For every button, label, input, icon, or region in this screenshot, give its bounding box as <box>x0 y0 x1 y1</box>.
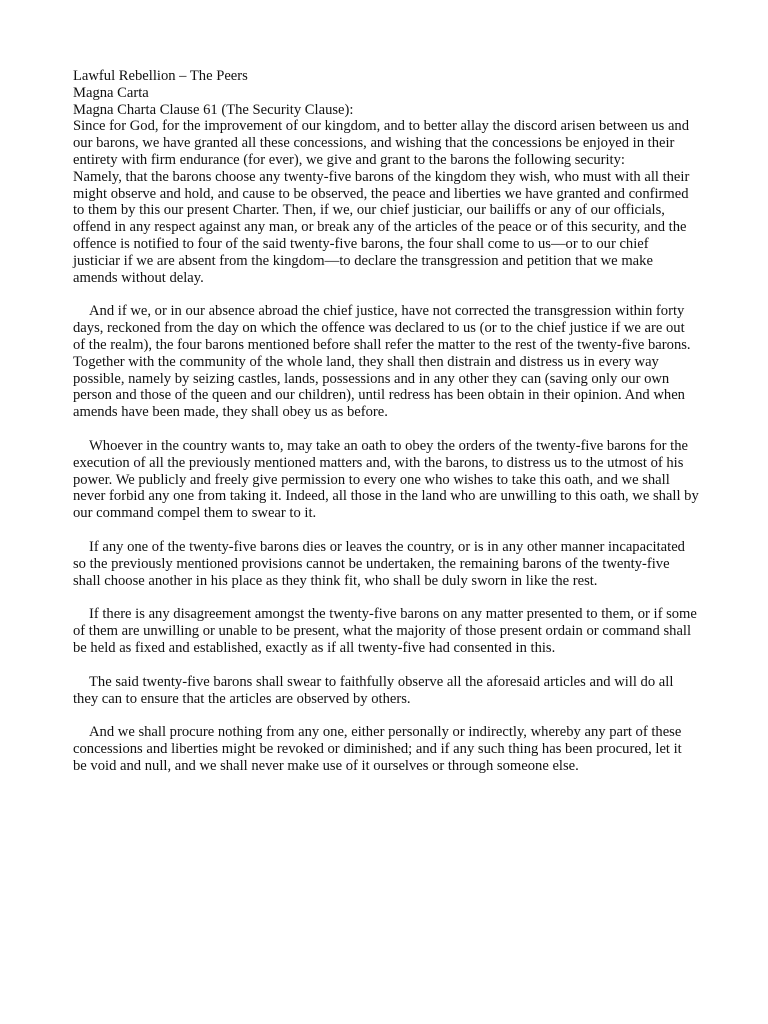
paragraph-majority: If there is any disagreement amongst the twenty-five barons on any matter presented to them, or if some of them are unwilling or unable to be present, what the majority of those present ordain or command shall be held as fixed and established, exactly as if all twenty-five had consented in this. <box>73 606 697 656</box>
paragraph-swear: The said twenty-five barons shall swear to faithfully observe all the aforesaid articles and will do all they can to ensure that the articles are observed by others. <box>73 673 674 707</box>
document-page <box>73 68 699 792</box>
document-subtitle: Magna Carta <box>73 84 149 101</box>
paragraph-namely: Namely, that the barons choose any twenty-five barons of the kingdom they wish, who must with all their might observe and hold, and cause to be observed, the peace and liberties we have granted and confirmed to them by this our present Charter. Then, if we, our chief justiciar, our bailiffs or any of our officials, offend in any respect against any man, or break any of the articles of the peace or of this security, and the offence is notified to four of the said twenty-five barons, the four shall come to us—or to our chief justiciar if we are absent from the kingdom—to declare the transgression and petition that we make amends without delay. <box>73 168 690 286</box>
document-title: Lawful Rebellion – The Peers <box>73 68 248 84</box>
paragraph-oath: Whoever in the country wants to, may take an oath to obey the orders of the twenty-five barons for the execution of all the previously mentioned matters and, with the barons, to distress us to the utmost of his power. We publicly and freely give permission to every one who wishes to take this oath, and we shall never forbid any one from taking it. Indeed, all those in the land who are unwilling to this oath, we shall by our command compel them to swear to it. <box>73 437 699 522</box>
paragraph-forty-days: And if we, or in our absence abroad the chief justice, have not corrected the transgression within forty days, reckoned from the day on which the offence was declared to us (or to the chief justice if we are out of the realm), the four barons mentioned before shall refer the matter to the rest of the twenty-five barons. Together with the community of the whole land, they shall then distrain and distress us in every way possible, namely by seizing castles, lands, possessions and in any other they can (saving only our own person and those of the queen and our children), until redress has been obtain in their opinion. And when amends have been made, they shall obey us as before. <box>73 303 691 421</box>
paragraph-replacement: If any one of the twenty-five barons dies or leaves the country, or is in any other manner incapacitated so the previously mentioned provisions cannot be undertaken, the remaining barons of the twenty-five shall choose another in his place as they think fit, who shall be duly sworn in like the rest. <box>73 538 685 589</box>
paragraph-procure: And we shall procure nothing from any one, either personally or indirectly, whereby any part of these concessions and liberties might be revoked or diminished; and if any such thing has been procured, let it be void and null, and we shall never make use of it ourselves or through someone else. <box>73 724 682 774</box>
clause-heading: Magna Charta Clause 61 (The Security Clause): <box>73 101 354 118</box>
paragraph-intro: Since for God, for the improvement of our kingdom, and to better allay the discord arisen between us and our barons, we have granted all these concessions, and wishing that the concessions be enjoyed in their entirety with firm endurance (for ever), we give and grant to the barons the following security: <box>73 118 690 168</box>
